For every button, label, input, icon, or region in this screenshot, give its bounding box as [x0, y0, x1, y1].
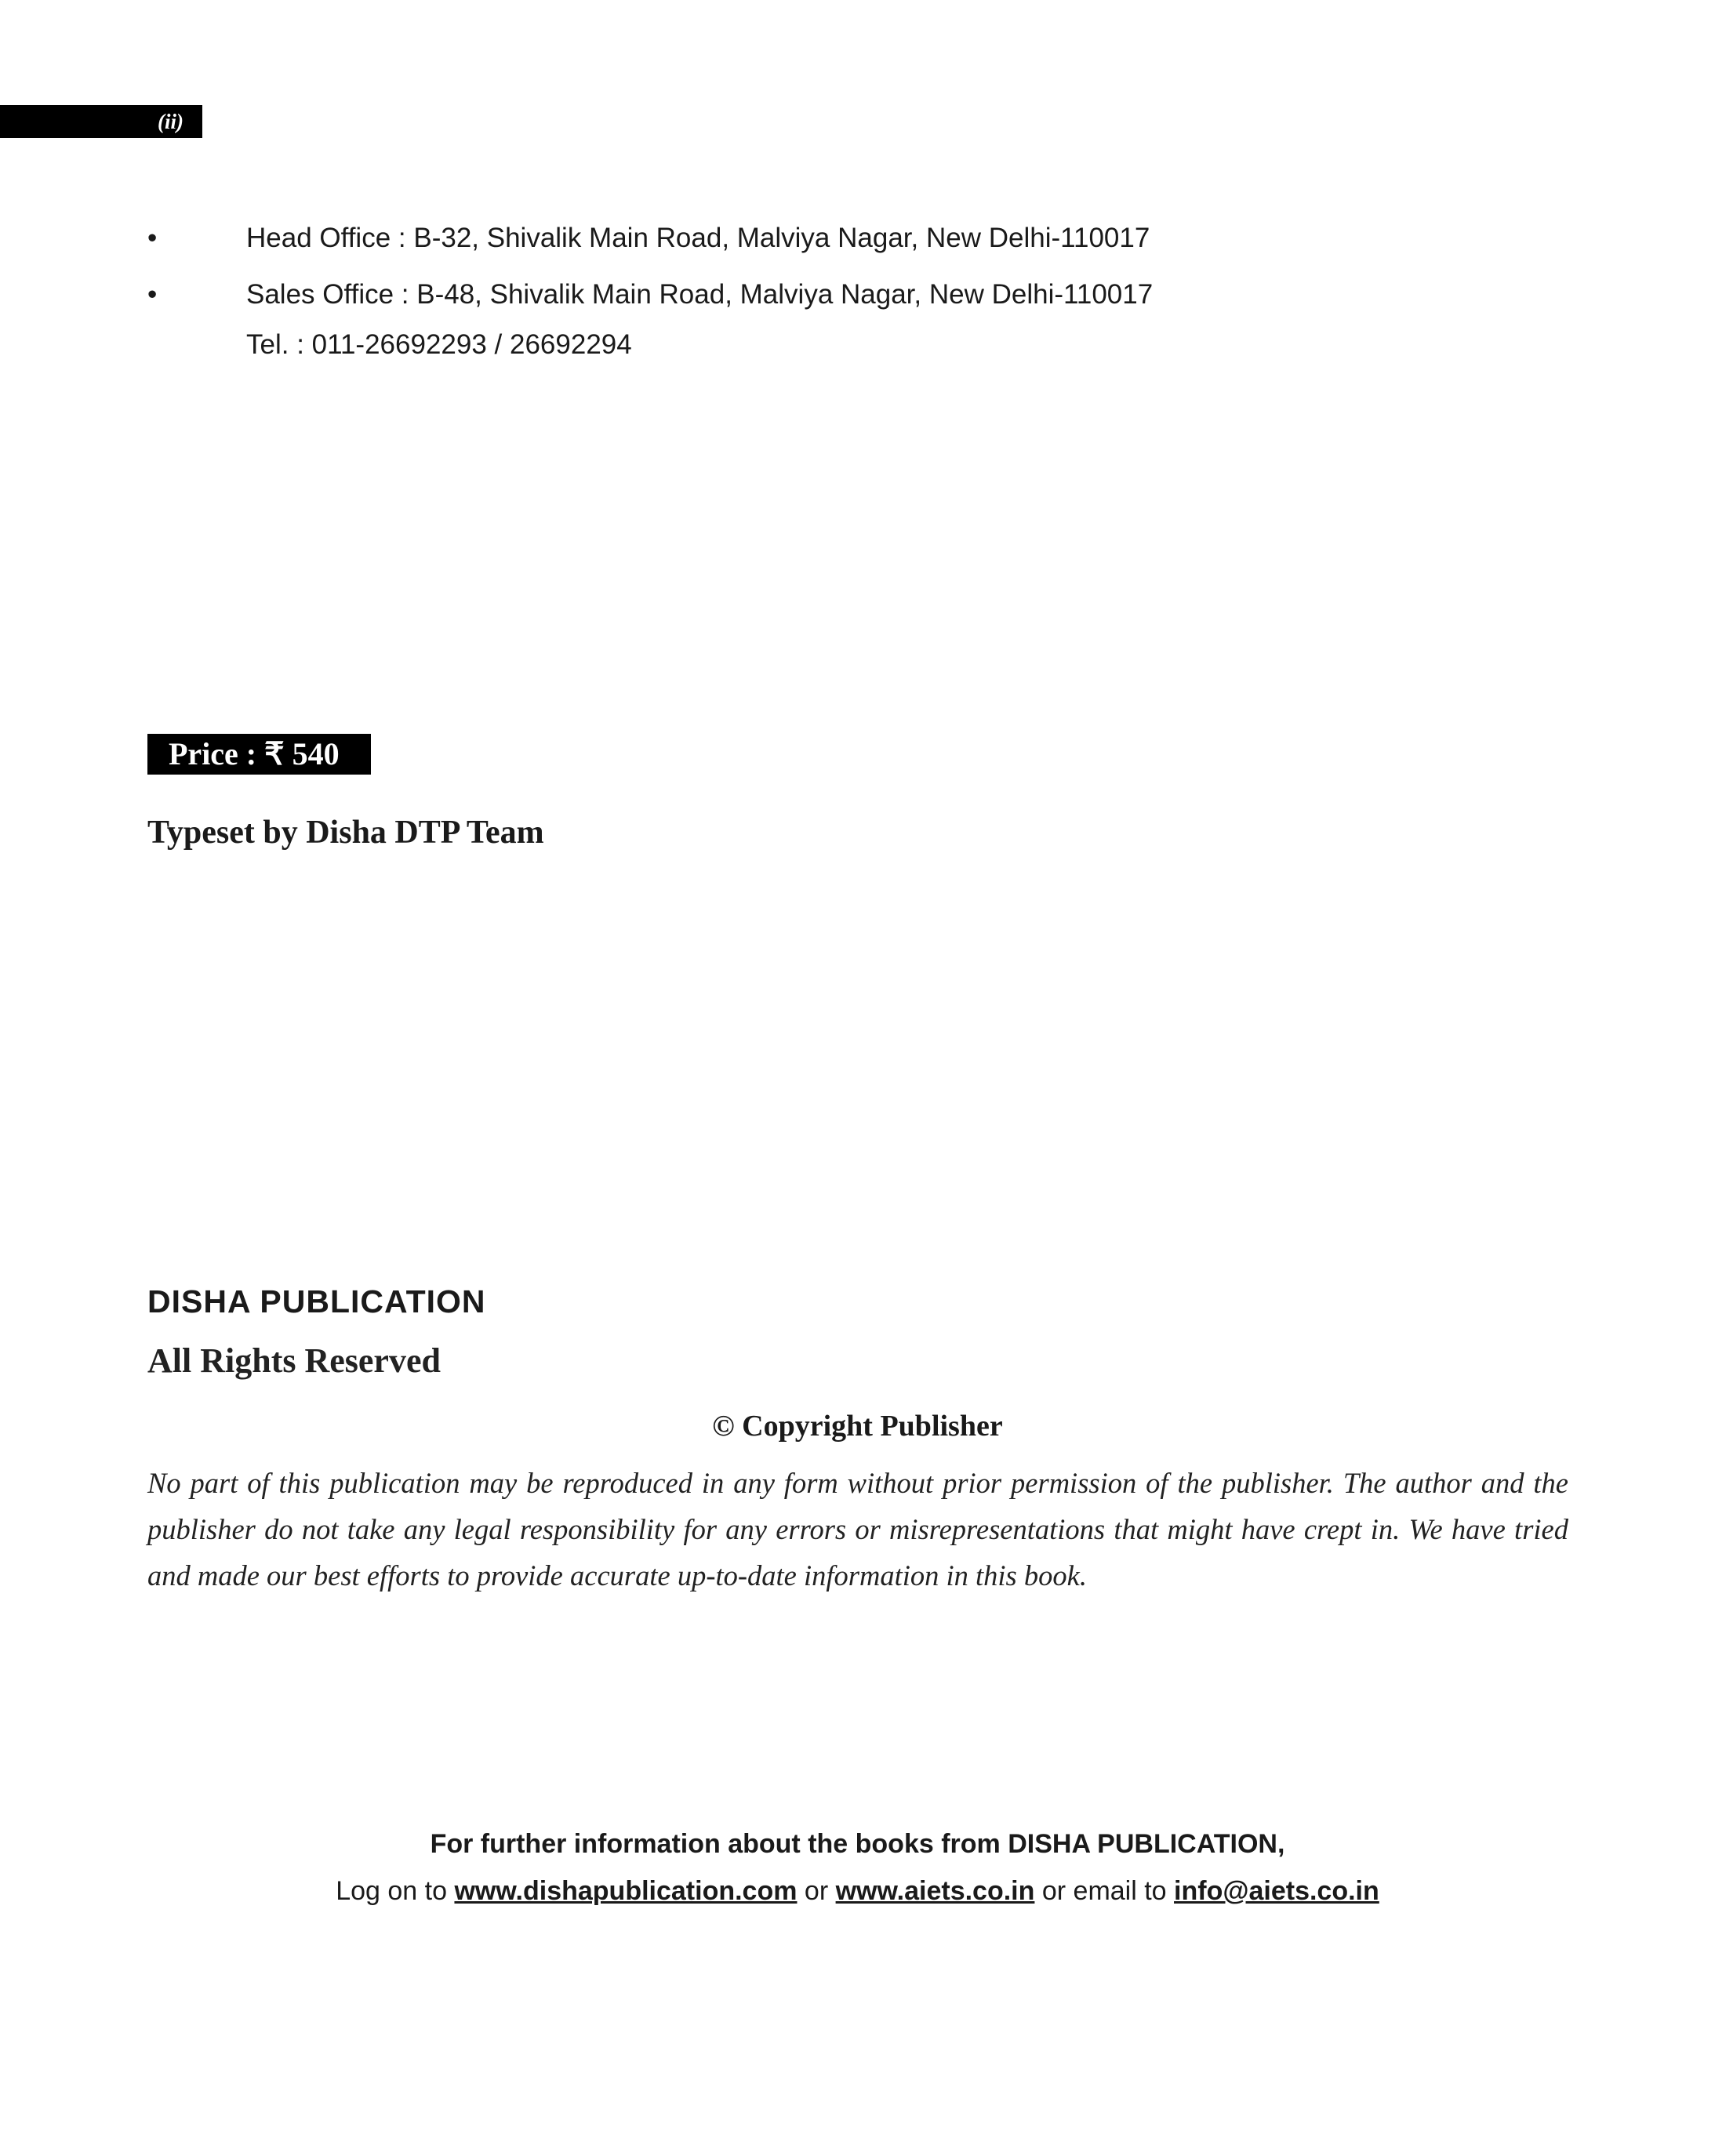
- website-link[interactable]: www.dishapublication.com: [454, 1876, 798, 1906]
- logon-prefix: Log on to: [336, 1876, 455, 1906]
- telephone-numbers: Tel. : 011-26692293 / 26692294: [246, 329, 632, 360]
- rights-statement: All Rights Reserved: [147, 1341, 441, 1380]
- email-text: or email to: [1034, 1876, 1175, 1906]
- head-office-address: Head Office : B-32, Shivalik Main Road, Malviya Nagar, New Delhi-110017: [246, 223, 1150, 253]
- email-link[interactable]: info@aiets.co.in: [1174, 1876, 1379, 1906]
- price-badge: Price : ₹ 540: [147, 734, 371, 775]
- logon-line: [0, 1874, 1715, 1908]
- copyright-notice: © Copyright Publisher: [712, 1410, 1003, 1443]
- sales-office-row: [147, 278, 1481, 312]
- bullet-marker: •: [147, 223, 158, 253]
- bullet-marker: •: [147, 279, 158, 310]
- typeset-credit: Typeset by Disha DTP Team: [147, 815, 544, 851]
- page-number-label: (ii): [0, 105, 202, 138]
- or-text: or: [797, 1876, 836, 1906]
- head-office-row: [147, 221, 1481, 256]
- office-address-list: [147, 221, 1481, 360]
- sales-office-address: Sales Office : B-48, Shivalik Main Road, Malviya Nagar, New Delhi-110017: [246, 279, 1154, 310]
- telephone-row: [147, 328, 1481, 362]
- further-info-line: For further information about the books from DISHA PUBLICATION,: [430, 1829, 1285, 1859]
- aiets-link[interactable]: www.aiets.co.in: [835, 1876, 1035, 1906]
- disclaimer-paragraph: No part of this publication may be reproduced in any form without prior permission of the publisher. The author and the publisher do not take any legal responsibility for any errors or misrepresentations that might have crept in. We have tried and made our best efforts to provide accurate up-to-date information in this book.: [147, 1467, 1568, 1592]
- publisher-name: DISHA PUBLICATION: [147, 1283, 486, 1319]
